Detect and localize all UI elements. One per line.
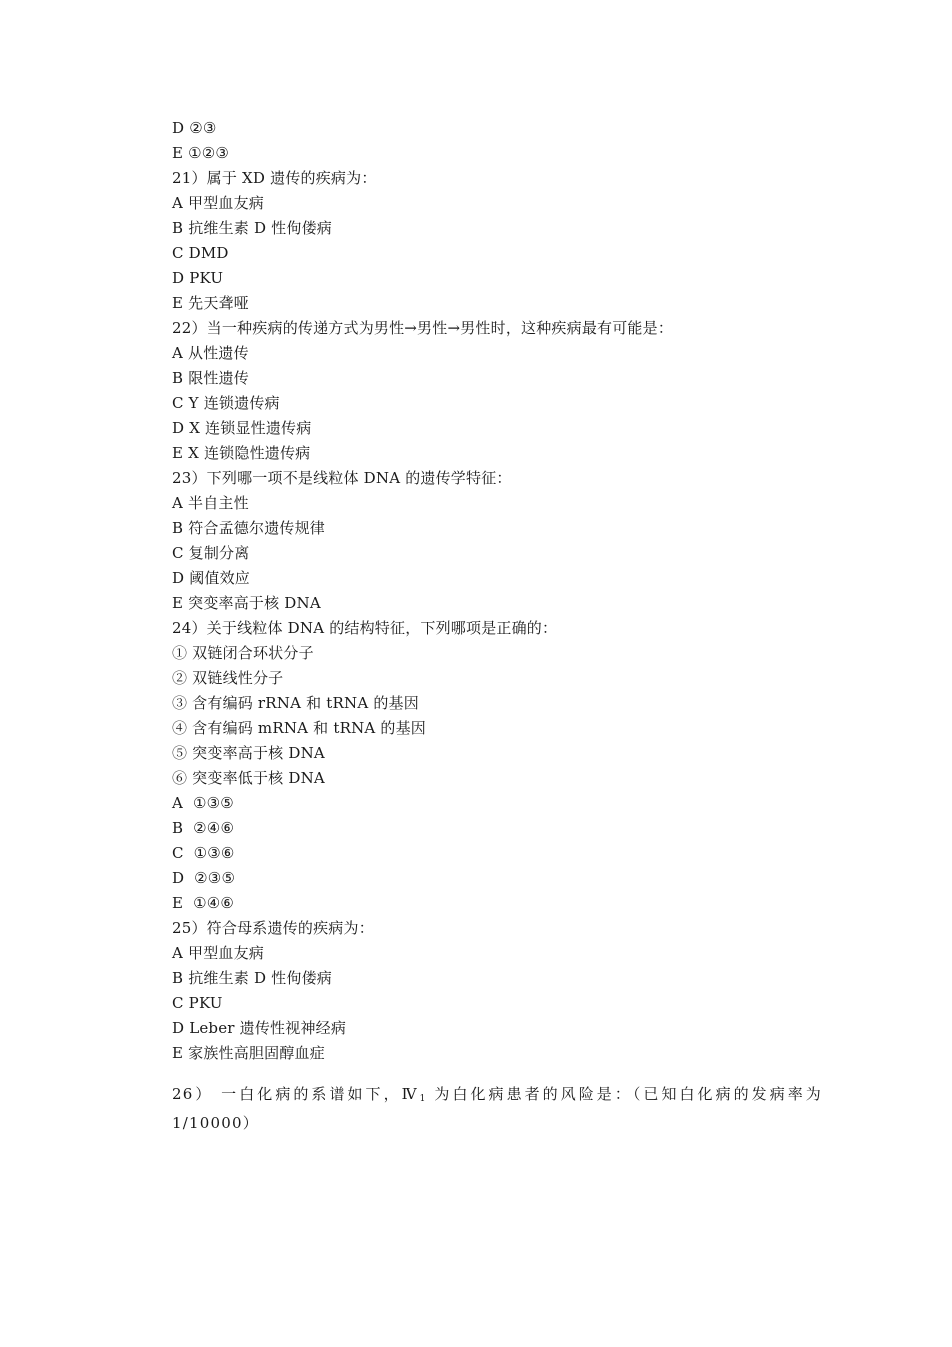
option-line: A 半自主性 <box>172 494 249 512</box>
option-line: C DMD <box>172 244 229 262</box>
question-22-stem: 22）当一种疾病的传递方式为男性→男性→男性时，这种疾病最有可能是： <box>172 319 674 337</box>
question-25-stem: 25）符合母系遗传的疾病为： <box>172 919 374 937</box>
option-line: A 甲型血友病 <box>172 944 265 962</box>
option-line: D PKU <box>172 269 224 287</box>
option-line: C 复制分离 <box>172 544 250 562</box>
q26-subscript: 1 <box>419 1094 427 1104</box>
option-line: E 突变率高于核 DNA <box>172 594 321 612</box>
option-line: E X 连锁隐性遗传病 <box>172 444 311 462</box>
option-line: E 先天聋哑 <box>172 294 249 312</box>
option-line: D ②③⑤ <box>172 869 236 887</box>
question-text-block <box>172 116 822 1135</box>
option-line: B ②④⑥ <box>172 819 235 837</box>
statement-line: ④ 含有编码 mRNA 和 tRNA 的基因 <box>172 719 426 737</box>
text-line: D ②③ <box>172 119 217 137</box>
option-line: D Leber 遗传性视神经病 <box>172 1019 347 1037</box>
option-line: B 限性遗传 <box>172 369 249 387</box>
q26-prefix: 26） 一白化病的系谱如下，Ⅳ <box>172 1085 420 1103</box>
option-line: A 甲型血友病 <box>172 194 265 212</box>
statement-line: ② 双链线性分子 <box>172 669 284 687</box>
option-line: A 从性遗传 <box>172 344 249 362</box>
option-line: B 抗维生素 D 性佝偻病 <box>172 219 332 237</box>
option-line: B 抗维生素 D 性佝偻病 <box>172 969 332 987</box>
option-line: C Y 连锁遗传病 <box>172 394 280 412</box>
option-line: B 符合孟德尔遗传规律 <box>172 519 325 537</box>
option-line: A ①③⑤ <box>172 794 234 812</box>
question-23-stem: 23）下列哪一项不是线粒体 DNA 的遗传学特征： <box>172 469 512 487</box>
option-line: C PKU <box>172 994 223 1012</box>
option-line: E 家族性高胆固醇血症 <box>172 1044 325 1062</box>
text-line: E ①②③ <box>172 144 230 162</box>
statement-line: ① 双链闭合环状分子 <box>172 644 314 662</box>
statement-line: ⑤ 突变率高于核 DNA <box>172 744 325 762</box>
q26-suffix: 为白化病患者的风险是：（已知白化病的发病率为 1/10000） <box>172 1085 823 1132</box>
question-26-stem <box>172 1082 822 1135</box>
statement-line: ⑥ 突变率低于核 DNA <box>172 769 325 787</box>
option-line: D X 连锁显性遗传病 <box>172 419 312 437</box>
question-21-stem: 21）属于 XD 遗传的疾病为： <box>172 169 377 187</box>
statement-line: ③ 含有编码 rRNA 和 tRNA 的基因 <box>172 694 419 712</box>
option-line: C ①③⑥ <box>172 844 235 862</box>
option-line: E ①④⑥ <box>172 894 235 912</box>
question-24-stem: 24）关于线粒体 DNA 的结构特征，下列哪项是正确的： <box>172 619 558 637</box>
spacer <box>172 1066 822 1082</box>
option-line: D 阈值效应 <box>172 569 250 587</box>
